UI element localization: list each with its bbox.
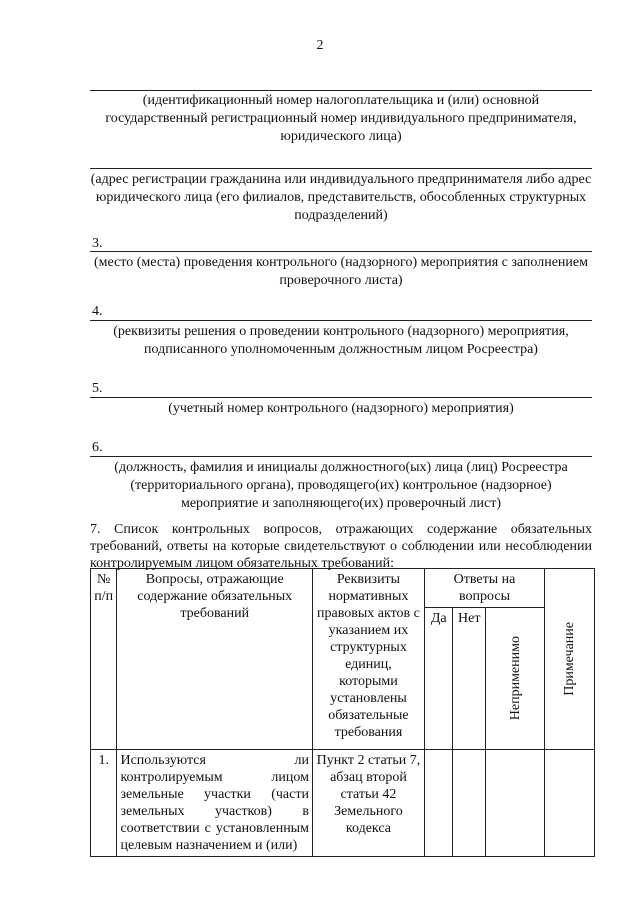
row-no-cell[interactable] [453,750,486,857]
field-caption-3: (место (места) проведения контрольного (надзорного) мероприятия с заполнением проверочного листа) [94,255,588,288]
row-note-cell[interactable] [545,750,595,857]
row-requisite: Пункт 2 статьи 7, абзац второй статьи 42 Земельного кодекса [312,750,424,857]
field-line-5 [90,397,592,398]
field-number-3: 3. [92,236,103,251]
field-line-3 [90,251,592,252]
field-caption-2: (адрес регистрации гражданина или индивидуального предпринимателя либо адрес юридического лица (его филиалов, представительств, обособленных структурных подразделений) [90,172,592,223]
header-na: Неприменимо [507,636,523,721]
field-caption-5: (учетный номер контрольного (надзорного) мероприятия) [168,401,514,416]
field-line-2 [90,168,592,169]
field-line-6 [90,456,592,457]
table-row [91,750,595,857]
row-na-cell[interactable] [486,750,545,857]
header-note: Примечание [562,622,578,696]
field-caption-4: (реквизиты решения о проведении контрольного (надзорного) мероприятия, подписанного уполномоченным должностным лицом Росреестра) [113,324,569,357]
header-questions: Вопросы, отражающие содержание обязательных требований [117,569,312,750]
row-yes-cell[interactable] [424,750,453,857]
header-requisites: Реквизиты нормативных правовых актов с указанием их структурных единиц, которыми установлены обязательные требования [312,569,424,750]
field-line-1 [90,90,592,91]
header-answers: Ответы на вопросы [424,569,544,608]
field-number-4: 4. [92,304,103,319]
field-caption-6: (должность, фамилия и инициалы должностного(ых) лица (лиц) Росреестра (территориального органа), проводящего(их) контрольное (надзорное) мероприятие и заполняющего(их) проверочный лист) [114,460,568,511]
header-no: Нет [453,608,486,750]
header-na-cell [486,608,545,750]
row-number: 1. [91,750,117,857]
field-number-5: 5. [92,381,103,396]
header-note-cell [545,569,595,750]
section-7-text: 7. Список контрольных вопросов, отражающих содержание обязательных требований, ответы на которые свидетельствуют о соблюдении или несоблюдении контролируемым лицом обязательных требований: [90,522,592,571]
header-number: № п/п [91,569,117,750]
field-line-4 [90,320,592,321]
header-yes: Да [424,608,453,750]
row-question: Используются ли контролируемым лицом земельные участки (части земельных участков) в соответствии с установленным целевым назначением и (или) [117,750,312,857]
field-number-6: 6. [92,440,103,455]
checklist-table [90,568,595,857]
field-caption-1: (идентификационный номер налогоплательщика и (или) основной государственный регистрационный номер индивидуального предпринимателя, юридического лица) [105,93,577,144]
page-number: 2 [316,38,324,53]
